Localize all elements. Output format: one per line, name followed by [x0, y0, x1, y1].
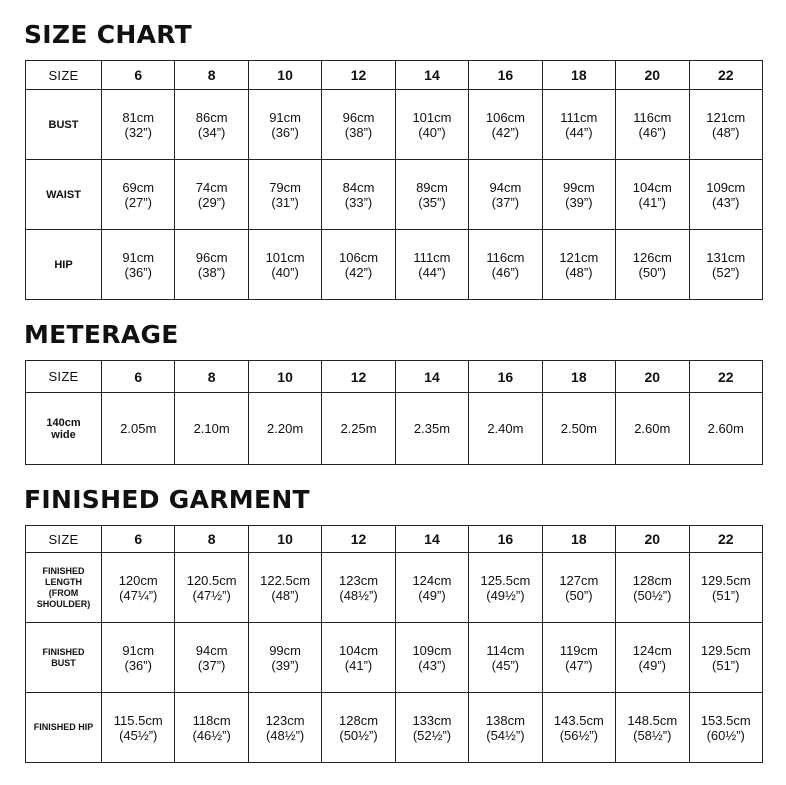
size-8-header: 8 [175, 526, 248, 553]
cm-value: 127cm [559, 572, 599, 588]
bust-row [26, 90, 763, 160]
finished-bust-cell [175, 623, 248, 693]
cm-value: 109cm [412, 642, 452, 658]
finished-length-cell [248, 553, 321, 623]
finished-garment-title: FINISHED GARMENT [24, 485, 310, 514]
finished-hip-cell [175, 693, 248, 763]
inch-value: (38”) [197, 264, 226, 280]
cm-value: 111cm [413, 249, 451, 265]
inch-value: (43”) [418, 657, 446, 673]
waist-row [26, 160, 763, 230]
inch-value: (52½”) [412, 727, 452, 743]
cm-value: 109cm [706, 179, 746, 195]
meterage-value: 2.50m [542, 393, 615, 465]
inch-value: (50½”) [339, 727, 378, 743]
cm-value: 115.5cm [113, 712, 163, 728]
inch-value: (46½”) [192, 727, 231, 743]
label-line: (FROM [48, 587, 79, 598]
finished-length-row [26, 553, 763, 623]
finished-length-cell [542, 553, 615, 623]
inch-value: (36”) [124, 657, 152, 673]
meterage-value: 2.60m [616, 393, 689, 465]
finished-hip-cell [689, 693, 763, 763]
cm-value: 81cm [122, 109, 155, 125]
cm-value: 153.5cm [700, 712, 751, 728]
inch-value: (41”) [344, 657, 373, 673]
inch-value: (49½”) [486, 587, 525, 603]
cm-value: 79cm [269, 179, 301, 195]
finished-length-cell [175, 553, 248, 623]
inch-value: (43”) [712, 194, 740, 210]
inch-value: (40”) [271, 264, 299, 280]
label-line: LENGTH [45, 576, 82, 587]
inch-value: (58½”) [633, 727, 672, 743]
cm-value: 106cm [339, 249, 379, 265]
fabric-width-row [26, 393, 763, 465]
cm-value: 120cm [118, 572, 158, 588]
cm-value: 118cm [192, 712, 231, 728]
cm-value: 123cm [339, 572, 379, 588]
size-8-header: 8 [175, 61, 248, 90]
finished-bust-label [26, 623, 102, 693]
hip-cell [248, 230, 321, 300]
inch-value: (60½”) [706, 727, 745, 743]
cm-value: 101cm [265, 249, 305, 265]
bust-cell [469, 90, 542, 160]
size-18-header: 18 [542, 361, 615, 393]
meterage-header-row [26, 361, 763, 393]
waist-label: WAIST [26, 160, 102, 230]
cm-value: 128cm [339, 712, 379, 728]
label-line: FINISHED [42, 646, 85, 657]
cm-value: 121cm [559, 249, 599, 265]
label-line: wide [51, 428, 76, 441]
cm-value: 111cm [560, 109, 598, 125]
hip-cell [395, 230, 468, 300]
finished-bust-cell [689, 623, 763, 693]
waist-cell [175, 160, 248, 230]
hip-cell [469, 230, 542, 300]
cm-value: 99cm [562, 179, 595, 195]
finished-bust-cell [616, 623, 689, 693]
size-14-header: 14 [395, 61, 468, 90]
bust-cell [616, 90, 689, 160]
inch-value: (47½”) [192, 587, 231, 603]
size-8-header: 8 [175, 361, 248, 393]
cm-value: 120.5cm [186, 572, 237, 588]
size-6-header: 6 [102, 361, 175, 393]
size-20-header: 20 [616, 61, 689, 90]
size-22-header: 22 [689, 526, 763, 553]
inch-value: (31”) [271, 194, 299, 210]
meterage-value: 2.60m [689, 393, 763, 465]
inch-value: (42”) [344, 264, 373, 280]
finished-length-label [26, 553, 102, 623]
meterage-value: 2.20m [248, 393, 321, 465]
size-6-header: 6 [102, 61, 175, 90]
inch-value: (47”) [565, 657, 593, 673]
inch-value: (33”) [344, 194, 373, 210]
inch-value: (50½”) [633, 587, 672, 603]
finished-bust-row [26, 623, 763, 693]
cm-value: 116cm [486, 249, 525, 265]
size-20-header: 20 [616, 526, 689, 553]
waist-cell [102, 160, 175, 230]
inch-value: (48”) [712, 124, 740, 140]
inch-value: (47¼”) [119, 587, 158, 603]
label-line: SHOULDER) [36, 598, 91, 609]
size-18-header: 18 [542, 526, 615, 553]
hip-cell [102, 230, 175, 300]
inch-value: (49”) [418, 587, 446, 603]
cm-value: 74cm [195, 179, 228, 195]
finished-bust-cell [248, 623, 321, 693]
inch-value: (38”) [344, 124, 373, 140]
size-chart-title: SIZE CHART [24, 20, 193, 49]
cm-value: 121cm [706, 109, 746, 125]
cm-value: 143.5cm [553, 712, 604, 728]
size-12-header: 12 [322, 61, 395, 90]
finished-length-cell [469, 553, 542, 623]
size-16-header: 16 [469, 61, 542, 90]
cm-value: 129.5cm [700, 642, 751, 658]
label-line: FINISHED [42, 565, 85, 576]
inch-value: (56½”) [559, 727, 598, 743]
cm-value: 126cm [632, 249, 672, 265]
inch-value: (27”) [124, 194, 152, 210]
cm-value: 131cm [706, 249, 746, 265]
size-chart-header-row [26, 61, 763, 90]
inch-value: (50”) [638, 264, 666, 280]
inch-value: (49”) [638, 657, 666, 673]
cm-value: 138cm [485, 712, 525, 728]
bust-cell [102, 90, 175, 160]
bust-cell [322, 90, 395, 160]
size-header-label: SIZE [26, 361, 102, 393]
inch-value: (36”) [124, 264, 152, 280]
inch-value: (45½”) [119, 727, 158, 743]
size-header-label: SIZE [26, 61, 102, 90]
finished-hip-label [26, 693, 102, 763]
size-10-header: 10 [248, 61, 321, 90]
fabric-width-label [26, 393, 102, 465]
cm-value: 91cm [122, 642, 155, 658]
cm-value: 128cm [632, 572, 672, 588]
size-18-header: 18 [542, 61, 615, 90]
inch-value: (39”) [565, 194, 593, 210]
cm-value: 106cm [485, 109, 525, 125]
cm-value: 122.5cm [260, 572, 311, 588]
finished-garment-table [25, 525, 763, 763]
hip-label: HIP [26, 230, 102, 300]
size-12-header: 12 [322, 361, 395, 393]
hip-cell [689, 230, 763, 300]
cm-value: 84cm [342, 179, 375, 195]
waist-cell [322, 160, 395, 230]
hip-cell [322, 230, 395, 300]
cm-value: 124cm [632, 642, 672, 658]
finished-hip-cell [469, 693, 542, 763]
waist-cell [248, 160, 321, 230]
finished-hip-row [26, 693, 763, 763]
cm-value: 69cm [122, 179, 155, 195]
meterage-title: METERAGE [24, 320, 179, 349]
hip-cell [616, 230, 689, 300]
cm-value: 94cm [195, 642, 228, 658]
inch-value: (37”) [491, 194, 520, 210]
inch-value: (34”) [197, 124, 226, 140]
cm-value: 129.5cm [700, 572, 751, 588]
meterage-value: 2.10m [175, 393, 248, 465]
cm-value: 89cm [416, 179, 448, 195]
cm-value: 125.5cm [480, 572, 531, 588]
inch-value: (35”) [418, 194, 446, 210]
label-line: 140cm [46, 416, 81, 429]
size-12-header: 12 [322, 526, 395, 553]
hip-cell [542, 230, 615, 300]
size-20-header: 20 [616, 361, 689, 393]
cm-value: 91cm [122, 249, 155, 265]
cm-value: 86cm [195, 109, 228, 125]
bust-label: BUST [26, 90, 102, 160]
bust-cell [395, 90, 468, 160]
bust-cell [175, 90, 248, 160]
cm-value: 114cm [486, 642, 525, 658]
finished-length-cell [395, 553, 468, 623]
inch-value: (46”) [491, 264, 520, 280]
cm-value: 94cm [489, 179, 522, 195]
waist-cell [542, 160, 615, 230]
cm-value: 116cm [633, 109, 672, 125]
inch-value: (29”) [197, 194, 226, 210]
size-6-header: 6 [102, 526, 175, 553]
label-line: BUST [51, 657, 76, 668]
inch-value: (44”) [565, 124, 593, 140]
cm-value: 123cm [265, 712, 305, 728]
size-10-header: 10 [248, 361, 321, 393]
meterage-value: 2.40m [469, 393, 542, 465]
inch-value: (52”) [712, 264, 740, 280]
cm-value: 104cm [339, 642, 379, 658]
inch-value: (41”) [638, 194, 666, 210]
meterage-value: 2.25m [322, 393, 395, 465]
size-22-header: 22 [689, 361, 763, 393]
finished-length-cell [322, 553, 395, 623]
inch-value: (48”) [271, 587, 299, 603]
finished-header-row [26, 526, 763, 553]
cm-value: 148.5cm [627, 712, 678, 728]
finished-length-cell [689, 553, 763, 623]
waist-cell [395, 160, 468, 230]
finished-bust-cell [102, 623, 175, 693]
size-10-header: 10 [248, 526, 321, 553]
cm-value: 101cm [412, 109, 452, 125]
cm-value: 104cm [632, 179, 672, 195]
cm-value: 119cm [559, 642, 598, 658]
cm-value: 133cm [412, 712, 452, 728]
label-line: FINISHED HIP [33, 722, 94, 732]
finished-length-cell [616, 553, 689, 623]
inch-value: (42”) [491, 124, 520, 140]
waist-cell [689, 160, 763, 230]
finished-bust-cell [542, 623, 615, 693]
cm-value: 96cm [195, 249, 228, 265]
size-16-header: 16 [469, 361, 542, 393]
inch-value: (44”) [418, 264, 446, 280]
inch-value: (32”) [124, 124, 152, 140]
inch-value: (40”) [418, 124, 446, 140]
bust-cell [689, 90, 763, 160]
bust-cell [542, 90, 615, 160]
finished-length-cell [102, 553, 175, 623]
meterage-value: 2.35m [395, 393, 468, 465]
size-14-header: 14 [395, 361, 468, 393]
inch-value: (46”) [638, 124, 666, 140]
inch-value: (54½”) [486, 727, 525, 743]
size-16-header: 16 [469, 526, 542, 553]
finished-bust-cell [322, 623, 395, 693]
inch-value: (37”) [197, 657, 226, 673]
inch-value: (39”) [271, 657, 299, 673]
finished-hip-cell [616, 693, 689, 763]
finished-hip-cell [542, 693, 615, 763]
finished-hip-cell [102, 693, 175, 763]
size-chart-table [25, 60, 763, 300]
inch-value: (48”) [565, 264, 593, 280]
meterage-value: 2.05m [102, 393, 175, 465]
finished-bust-cell [469, 623, 542, 693]
finished-hip-cell [395, 693, 468, 763]
hip-cell [175, 230, 248, 300]
inch-value: (48½”) [265, 727, 305, 743]
inch-value: (36”) [271, 124, 299, 140]
size-14-header: 14 [395, 526, 468, 553]
meterage-table [25, 360, 763, 465]
inch-value: (50”) [565, 587, 593, 603]
inch-value: (51”) [712, 657, 740, 673]
finished-hip-cell [248, 693, 321, 763]
size-header-label: SIZE [26, 526, 102, 553]
inch-value: (45”) [491, 657, 520, 673]
finished-bust-cell [395, 623, 468, 693]
size-22-header: 22 [689, 61, 763, 90]
inch-value: (48½”) [339, 587, 378, 603]
finished-hip-cell [322, 693, 395, 763]
cm-value: 96cm [342, 109, 375, 125]
waist-cell [469, 160, 542, 230]
hip-row [26, 230, 763, 300]
waist-cell [616, 160, 689, 230]
inch-value: (51”) [712, 587, 740, 603]
bust-cell [248, 90, 321, 160]
cm-value: 124cm [412, 572, 452, 588]
cm-value: 99cm [269, 642, 301, 658]
cm-value: 91cm [269, 109, 301, 125]
